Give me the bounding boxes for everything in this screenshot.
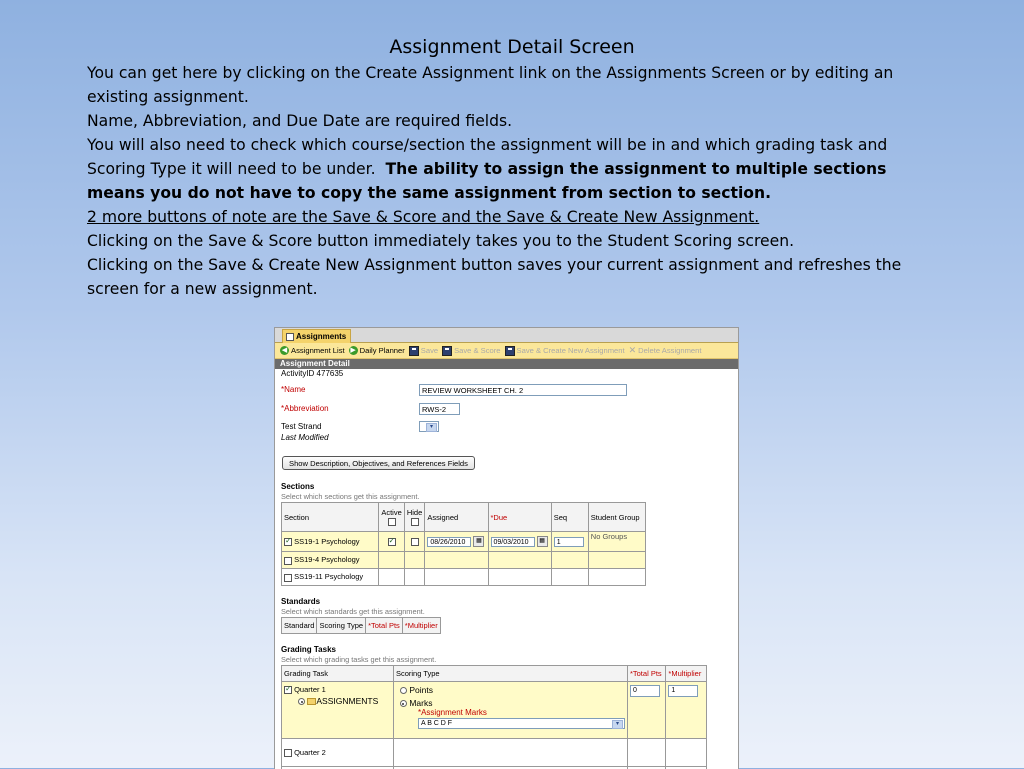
- assignments-tab-icon: [286, 333, 294, 341]
- total-pts-cell: [627, 682, 665, 739]
- section-name: SS19-11 Psychology: [294, 572, 363, 581]
- slide-paragraph-3-normal: You will also need to check which course/section the assignment will be in and which grading task and Scoring Type it will need to be under.: [87, 136, 887, 178]
- slide-paragraph-5: Clicking on the Save & Score button immediately takes you to the Student Scoring screen.: [87, 229, 937, 253]
- test-strand-select[interactable]: [419, 421, 439, 432]
- col-multiplier: *Multiplier: [666, 666, 707, 682]
- hide-checkbox[interactable]: [411, 538, 419, 546]
- points-label: Points: [409, 685, 433, 695]
- back-arrow-icon: ◀: [280, 346, 289, 355]
- section-name: SS19-1 Psychology: [294, 537, 359, 546]
- slide-title: Assignment Detail Screen: [87, 34, 937, 60]
- points-radio[interactable]: [400, 687, 407, 694]
- save-button[interactable]: [409, 346, 438, 356]
- col-total-pts: *Total Pts: [627, 666, 665, 682]
- slide-paragraph-2: Name, Abbreviation, and Due Date are required fields.: [87, 109, 937, 133]
- total-pts-input[interactable]: 0: [630, 685, 660, 697]
- col-active-label: Active: [381, 508, 402, 517]
- last-modified-label: Last Modified: [275, 433, 329, 442]
- assigned-cell: [425, 532, 488, 552]
- standards-title: Standards: [275, 597, 320, 606]
- chevron-down-icon: ▾: [612, 720, 623, 729]
- assignment-list-label: Assignment List: [291, 346, 345, 355]
- col-scoring-type: Scoring Type: [393, 666, 627, 682]
- delete-assignment-label: Delete Assignment: [638, 346, 701, 355]
- student-group-cell: No Groups: [588, 532, 645, 552]
- col-standard: Standard: [282, 618, 317, 634]
- section-cell: [282, 532, 379, 552]
- multiplier-input[interactable]: 1: [668, 685, 698, 697]
- col-total-pts: *Total Pts: [366, 618, 403, 634]
- due-date-input[interactable]: 09/03/2010: [491, 537, 535, 547]
- slide-paragraph-6: Clicking on the Save & Create New Assignment button saves your current assignment and refreshes the screen for a new assignment.: [87, 253, 937, 301]
- grading-tasks-subtitle: Select which grading tasks get this assignment.: [275, 655, 436, 664]
- assignments-radio[interactable]: [298, 698, 305, 705]
- tab-strip: [275, 328, 738, 343]
- delete-assignment-button[interactable]: [629, 346, 702, 355]
- tab-assignments[interactable]: [282, 329, 351, 343]
- abbreviation-label: *Abbreviation: [275, 404, 329, 413]
- seq-cell: [551, 532, 588, 552]
- name-label: *Name: [275, 385, 305, 394]
- assignment-list-button[interactable]: [280, 346, 345, 355]
- col-assigned: Assigned: [425, 503, 488, 532]
- slide-paragraph-1: You can get here by clicking on the Create Assignment link on the Assignments Screen or by editing an existing assignment.: [87, 61, 937, 109]
- quarter-1-checkbox[interactable]: [284, 686, 292, 694]
- section-checkbox[interactable]: [284, 538, 292, 546]
- assignment-detail-app: [274, 327, 739, 769]
- sections-title: Sections: [275, 482, 314, 491]
- forward-arrow-icon: ▶: [349, 346, 358, 355]
- slide-paragraph-3-bold: The ability to assign the assignment to multiple sections means you do not have to copy the same assignment from section to section.: [87, 160, 886, 202]
- standards-table: [281, 617, 441, 634]
- assignments-category-label: ASSIGNMENTS: [316, 696, 378, 706]
- assignment-detail-header: Assignment Detail: [275, 359, 738, 369]
- table-row: [282, 682, 707, 739]
- col-active: [379, 503, 405, 532]
- grading-tasks-table: [281, 665, 707, 769]
- save-score-disk-icon: [442, 346, 452, 356]
- tab-assignments-label: Assignments: [296, 330, 346, 343]
- name-input[interactable]: REVIEW WORKSHEET CH. 2: [419, 384, 627, 396]
- col-grading-task: Grading Task: [282, 666, 394, 682]
- standards-subtitle: Select which standards get this assignment.: [275, 607, 425, 616]
- slide-text-block: [87, 34, 937, 301]
- show-description-button[interactable]: Show Description, Objectives, and References Fields: [282, 456, 475, 470]
- table-row: [282, 532, 646, 552]
- multiplier-cell: [666, 682, 707, 739]
- due-cell: [488, 532, 551, 552]
- chevron-down-icon: ▾: [426, 423, 437, 432]
- table-row: [282, 739, 707, 767]
- delete-x-icon: ✕: [629, 346, 637, 355]
- activity-id: ActivityID 477635: [275, 369, 343, 378]
- hide-all-checkbox[interactable]: [411, 518, 419, 526]
- grading-task-cell: [282, 739, 394, 767]
- assigned-date-input[interactable]: 08/26/2010: [427, 537, 471, 547]
- marks-radio[interactable]: [400, 700, 407, 707]
- sections-subtitle: Select which sections get this assignment.: [275, 492, 419, 501]
- section-cell: [282, 569, 379, 586]
- section-checkbox[interactable]: [284, 557, 292, 565]
- col-student-group: Student Group: [588, 503, 645, 532]
- save-create-new-disk-icon: [505, 346, 515, 356]
- assignment-marks-label: *Assignment Marks: [400, 708, 625, 717]
- col-due: *Due: [488, 503, 551, 532]
- assignment-marks-value: A B C D F: [421, 720, 452, 727]
- section-name: SS19-4 Psychology: [294, 555, 359, 564]
- slide-paragraph-4: 2 more buttons of note are the Save & Score and the Save & Create New Assignment.: [87, 205, 937, 229]
- col-multiplier: *Multiplier: [402, 618, 440, 634]
- calendar-icon[interactable]: ▦: [537, 536, 548, 547]
- col-hide: [404, 503, 425, 532]
- quarter-2-label: Quarter 2: [294, 748, 326, 757]
- save-create-new-button[interactable]: [505, 346, 625, 356]
- save-create-new-label: Save & Create New Assignment: [517, 346, 625, 355]
- marks-label: Marks: [409, 698, 432, 708]
- scoring-type-cell: [393, 682, 627, 739]
- active-cell: [379, 532, 405, 552]
- daily-planner-button[interactable]: [349, 346, 405, 355]
- col-seq: Seq: [551, 503, 588, 532]
- seq-input[interactable]: 1: [554, 537, 584, 547]
- sections-table: [281, 502, 646, 586]
- calendar-icon[interactable]: ▦: [473, 536, 484, 547]
- col-hide-label: Hide: [407, 508, 423, 517]
- assignment-marks-select[interactable]: [418, 718, 625, 729]
- save-label: Save: [421, 346, 438, 355]
- save-score-button[interactable]: [442, 346, 500, 356]
- section-cell: [282, 552, 379, 569]
- toolbar: [275, 343, 738, 359]
- col-scoring-type: Scoring Type: [317, 618, 366, 634]
- quarter-1-label: Quarter 1: [294, 685, 326, 694]
- abbreviation-input[interactable]: RWS-2: [419, 403, 460, 415]
- grading-task-cell: [282, 682, 394, 739]
- grading-tasks-title: Grading Tasks: [275, 645, 336, 654]
- section-checkbox[interactable]: [284, 574, 292, 582]
- save-score-label: Save & Score: [454, 346, 500, 355]
- daily-planner-label: Daily Planner: [360, 346, 405, 355]
- slide-paragraph-3: [87, 133, 937, 205]
- hide-cell: [404, 532, 425, 552]
- table-row: [282, 552, 646, 569]
- save-disk-icon: [409, 346, 419, 356]
- col-section: Section: [282, 503, 379, 532]
- quarter-2-checkbox[interactable]: [284, 749, 292, 757]
- active-all-checkbox[interactable]: [388, 518, 396, 526]
- test-strand-label: Test Strand: [275, 422, 321, 431]
- active-checkbox[interactable]: [388, 538, 396, 546]
- table-row: [282, 569, 646, 586]
